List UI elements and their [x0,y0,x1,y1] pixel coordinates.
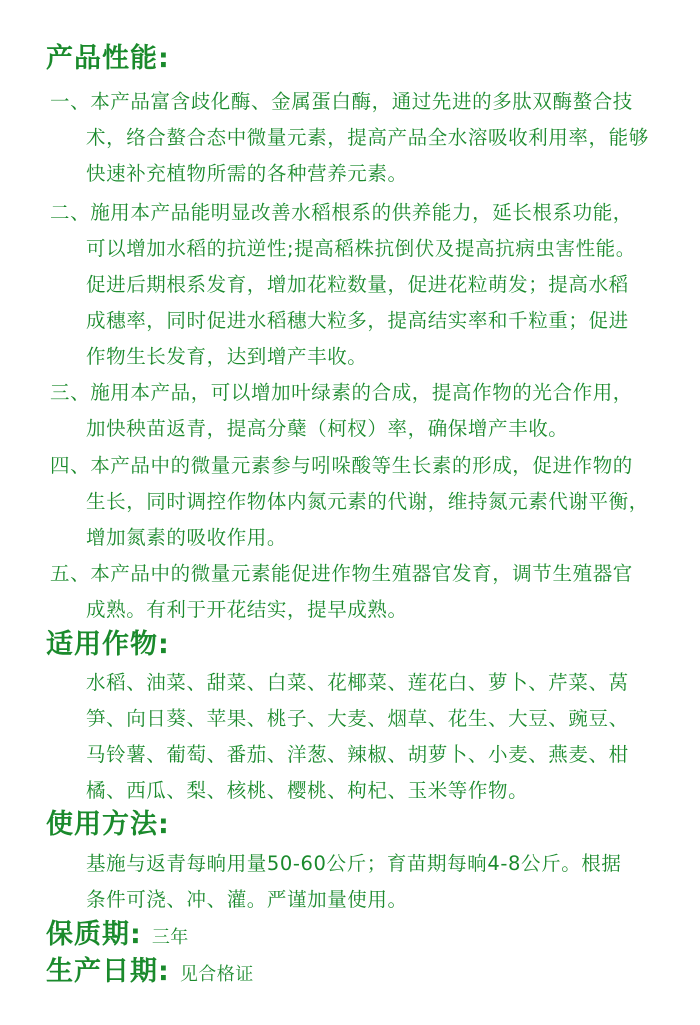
feature-line: 二、施用本产品能明显改善水稻根系的供养能力，延长根系功能， [50,201,633,224]
shelf-life-heading: 保质期: [46,919,142,950]
feature-line: 四、本产品中的微量元素参与吲哚酸等生长素的形成，促进作物的 [50,454,633,477]
usage-heading: 使用方法: [46,809,170,840]
crops-line: 马铃薯、葡萄、番茄、洋葱、辣椒、胡萝卜、小麦、燕麦、柑 [86,743,629,766]
feature-line: 三、施用本产品，可以增加叶绿素的合成，提高作物的光合作用， [50,381,633,404]
feature-line: 术，络合螯合态中微量元素，提高产品全水溶吸收利用率，能够 [86,126,649,149]
production-date-row [46,955,254,992]
feature-line: 作物生长发育，达到增产丰收。 [86,345,368,368]
feature-line: 促进后期根系发育，增加花粒数量，促进花粒萌发；提高水稻 [86,273,629,296]
production-date-value: 见合格证 [179,964,254,985]
usage-line: 基施与返青每晌用量50-60公斤；育苗期每晌4-8公斤。根据 [86,852,622,875]
feature-line: 可以增加水稻的抗逆性;提高稻株抗倒伏及提高抗病虫害性能。 [86,237,636,260]
feature-line: 一、本产品富含歧化酶、金属蛋白酶，通过先进的多肽双酶螯合技 [50,90,633,113]
feature-line: 成熟。有利于开花结实，提早成熟。 [86,598,408,621]
crops-line: 笋、向日葵、苹果、桃子、大麦、烟草、花生、大豆、豌豆、 [86,707,629,730]
shelf-life-value: 三年 [151,927,189,948]
feature-line: 五、本产品中的微量元素能促进作物生殖器官发育，调节生殖器官 [50,562,633,585]
features-heading: 产品性能: [46,43,170,74]
feature-line: 加快秧苗返青，提高分蘖（柯杈）率，确保增产丰收。 [86,417,569,440]
feature-line: 快速补充植物所需的各种营养元素。 [86,162,408,185]
feature-line: 增加氮素的吸收作用。 [86,526,288,549]
usage-line: 条件可浇、冲、灌。严谨加量使用。 [86,888,408,911]
crops-heading: 适用作物: [46,629,170,660]
feature-line: 成穗率，同时促进水稻穗大粒多，提高结实率和千粒重；促进 [86,309,629,332]
crops-line: 水稻、油菜、甜菜、白菜、花椰菜、莲花白、萝卜、芹菜、莴 [86,671,629,694]
feature-line: 生长，同时调控作物体内氮元素的代谢，维持氮元素代谢平衡， [86,490,649,513]
production-date-heading: 生产日期: [46,956,170,987]
shelf-life-row [46,918,189,955]
crops-line: 橘、西瓜、梨、核桃、樱桃、枸杞、玉米等作物。 [86,779,529,802]
